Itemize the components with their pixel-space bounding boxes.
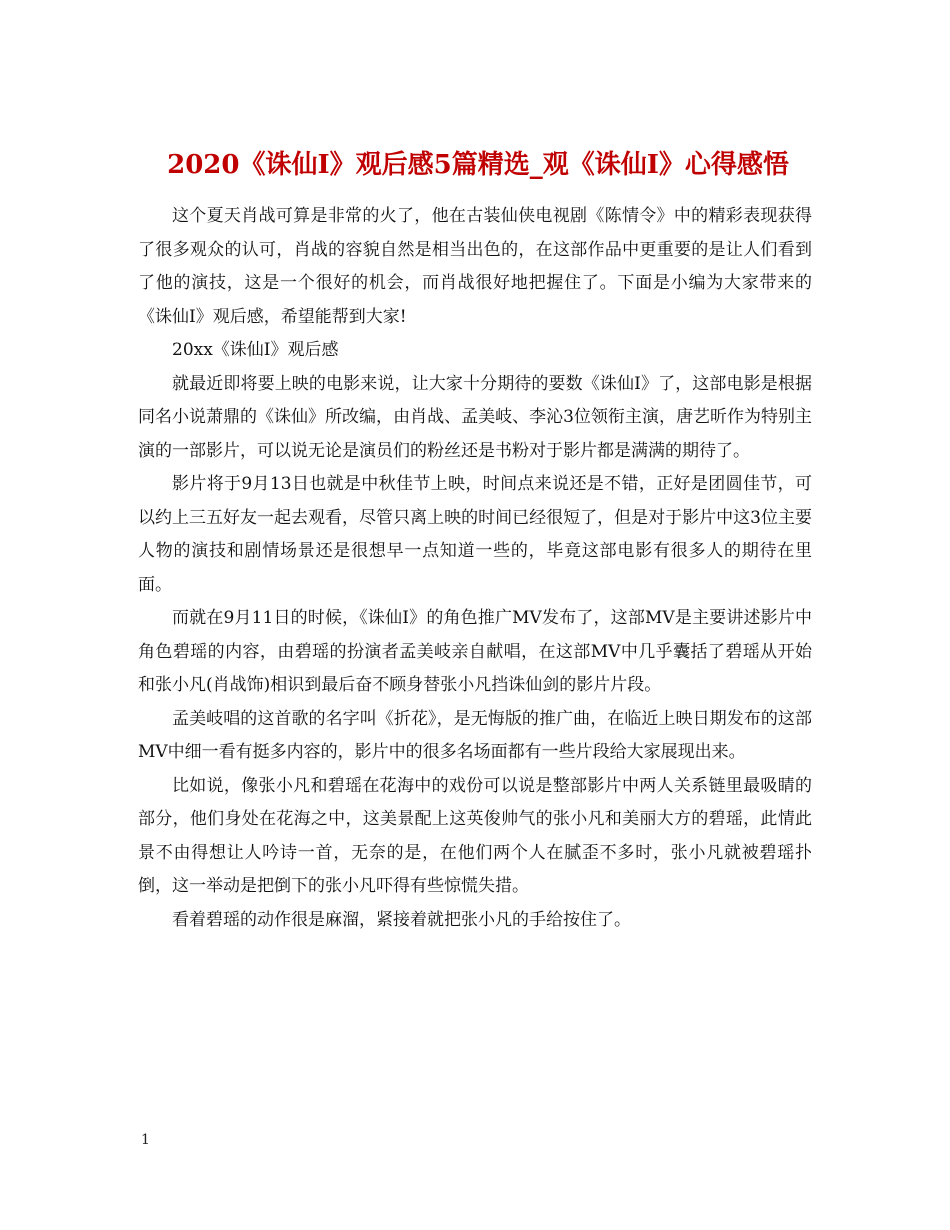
paragraph-6: 看着碧瑶的动作很是麻溜，紧接着就把张小凡的手给按住了。 (172, 909, 631, 930)
paragraph-subheading: 20xx《诛仙Ⅰ》观后感 (172, 340, 339, 360)
document-title: 2020《诛仙Ⅰ》观后感5篇精选_观《诛仙Ⅰ》心得感悟 (167, 150, 789, 181)
paragraph-3: 而就在9月11日的时候，《诛仙Ⅰ》的角色推广MV发布了，这部MV是主要讲述影片中角色碧瑶的内容，由碧瑶的扮演者孟美岐亲自献唱，在这部MV中几乎囊括了碧瑶从开始和张小凡(肖战饰)相识到最后奋不顾身替张小凡挡诛仙剑的影片片段。 (138, 608, 812, 695)
document-body (138, 200, 812, 937)
paragraph-2: 影片将于9月13日也就是中秋佳节上映，时间点来说还是不错，正好是团圆佳节，可以约上三五好友一起去观看，尽管只离上映的时间已经很短了，但是对于影片中这3位主要人物的演技和剧情场景还是很想早一点知道一些的，毕竟这部电影有很多人的期待在里面。 (138, 474, 812, 595)
paragraph-4: 孟美岐唱的这首歌的名字叫《折花》，是无悔版的推广曲，在临近上映日期发布的这部MV中细一看有挺多内容的，影片中的很多名场面都有一些片段给大家展现出来。 (138, 708, 812, 762)
paragraph-1: 就最近即将要上映的电影来说，让大家十分期待的要数《诛仙Ⅰ》了，这部电影是根据同名小说萧鼎的《诛仙》所改编，由肖战、孟美岐、李沁3位领衔主演，唐艺昕作为特别主演的一部影片，可以说无论是演员们的粉丝还是书粉对于影片都是满满的期待了。 (138, 373, 812, 461)
paragraph-intro: 这个夏天肖战可算是非常的火了，他在古装仙侠电视剧《陈情令》中的精彩表现获得了很多观众的认可，肖战的容貌自然是相当出色的，在这部作品中更重要的是让人们看到了他的演技，这是一个很好的机会，而肖战很好地把握住了。下面是小编为大家带来的《诛仙Ⅰ》观后感，希望能帮到大家! (138, 206, 812, 327)
page-number: 1 (141, 1132, 150, 1148)
paragraph-5: 比如说，像张小凡和碧瑶在花海中的戏份可以说是整部影片中两人关系链里最吸睛的部分，他们身处在花海之中，这美景配上这英俊帅气的张小凡和美丽大方的碧瑶，此情此景不由得想让人吟诗一首，无奈的是，在他们两个人在腻歪不多时，张小凡就被碧瑶扑倒，这一举动是把倒下的张小凡吓得有些惊慌失措。 (138, 775, 812, 896)
